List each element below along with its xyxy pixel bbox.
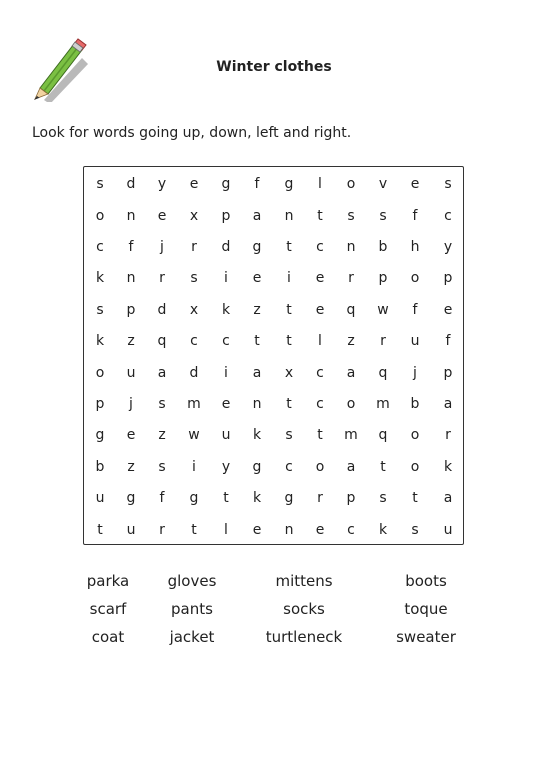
grid-letter[interactable]: q — [378, 427, 388, 443]
grid-letter[interactable]: t — [317, 427, 323, 443]
grid-letter[interactable]: b — [95, 459, 105, 475]
grid-letter[interactable]: d — [126, 176, 136, 192]
grid-letter[interactable]: x — [284, 365, 294, 381]
grid-row — [84, 331, 463, 351]
grid-letter[interactable]: z — [158, 427, 166, 443]
grid-letter[interactable]: i — [224, 270, 228, 286]
grid-letter[interactable]: s — [96, 176, 104, 192]
grid-letter[interactable]: a — [252, 208, 262, 224]
grid-letter[interactable]: o — [315, 459, 325, 475]
grid-row — [84, 425, 463, 445]
grid-row — [84, 394, 463, 414]
grid-row — [84, 268, 463, 288]
grid-letter[interactable]: c — [316, 239, 324, 255]
grid-letter[interactable]: l — [224, 522, 228, 538]
grid-letter[interactable]: o — [346, 176, 356, 192]
grid-letter[interactable]: p — [443, 365, 453, 381]
grid-letter[interactable]: h — [410, 239, 420, 255]
grid-letter[interactable]: t — [286, 302, 292, 318]
grid-letter[interactable]: g — [221, 176, 231, 192]
grid-letter[interactable]: c — [222, 333, 230, 349]
grid-row — [84, 363, 463, 383]
grid-letter[interactable]: w — [188, 427, 200, 443]
grid-letter[interactable]: e — [126, 427, 136, 443]
grid-letter[interactable]: s — [190, 270, 198, 286]
grid-letter[interactable]: d — [189, 365, 199, 381]
word-item: pants — [171, 600, 213, 618]
grid-letter[interactable]: d — [157, 302, 167, 318]
word-item: jacket — [169, 628, 215, 646]
grid-letter[interactable]: t — [97, 522, 103, 538]
word-item: mittens — [275, 572, 333, 590]
grid-letter[interactable]: n — [284, 208, 294, 224]
grid-letter[interactable]: s — [158, 396, 166, 412]
grid-letter[interactable]: g — [284, 176, 294, 192]
grid-letter[interactable]: a — [252, 365, 262, 381]
grid-letter[interactable]: t — [286, 333, 292, 349]
grid-letter[interactable]: t — [286, 396, 292, 412]
grid-letter[interactable]: u — [410, 333, 420, 349]
grid-letter[interactable]: d — [221, 239, 231, 255]
word-item: parka — [86, 572, 130, 590]
grid-letter[interactable]: y — [157, 176, 167, 192]
grid-letter[interactable]: f — [412, 208, 418, 224]
grid-letter[interactable]: x — [189, 302, 199, 318]
grid-letter[interactable]: c — [285, 459, 293, 475]
grid-letter[interactable]: j — [129, 396, 133, 412]
grid-letter[interactable]: u — [126, 365, 136, 381]
grid-letter[interactable]: e — [315, 302, 325, 318]
grid-letter[interactable]: g — [284, 490, 294, 506]
grid-letter[interactable]: m — [344, 427, 358, 443]
grid-letter[interactable]: p — [346, 490, 356, 506]
grid-letter[interactable]: e — [410, 176, 420, 192]
grid-letter[interactable]: f — [128, 239, 134, 255]
grid-letter[interactable]: f — [445, 333, 451, 349]
grid-letter[interactable]: a — [346, 365, 356, 381]
grid-letter[interactable]: k — [252, 490, 262, 506]
grid-letter[interactable]: o — [410, 459, 420, 475]
grid-letter[interactable]: a — [443, 490, 453, 506]
grid-letter[interactable]: s — [347, 208, 355, 224]
grid-letter[interactable]: r — [380, 333, 386, 349]
grid-letter[interactable]: c — [444, 208, 452, 224]
grid-letter[interactable]: z — [127, 333, 135, 349]
grid-letter[interactable]: e — [157, 208, 167, 224]
grid-letter[interactable]: r — [445, 427, 451, 443]
grid-letter[interactable]: z — [127, 459, 135, 475]
grid-letter[interactable]: e — [252, 270, 262, 286]
grid-letter[interactable]: n — [284, 522, 294, 538]
grid-letter[interactable]: f — [254, 176, 260, 192]
grid-letter[interactable]: a — [346, 459, 356, 475]
grid-letter[interactable]: s — [96, 302, 104, 318]
grid-letter[interactable]: q — [157, 333, 167, 349]
grid-letter[interactable]: p — [378, 270, 388, 286]
grid-letter[interactable]: g — [126, 490, 136, 506]
grid-letter[interactable]: z — [347, 333, 355, 349]
word-item: turtleneck — [265, 628, 343, 646]
grid-row — [84, 457, 463, 477]
grid-row — [84, 237, 463, 257]
instructions: Look for words going up, down, left and right. — [32, 125, 352, 141]
grid-letter[interactable]: e — [315, 522, 325, 538]
grid-letter[interactable]: c — [316, 365, 324, 381]
grid-letter[interactable]: v — [378, 176, 388, 192]
grid-row — [84, 300, 463, 320]
grid-letter[interactable]: e — [252, 522, 262, 538]
grid-letter[interactable]: o — [95, 208, 105, 224]
grid-letter[interactable]: x — [189, 208, 199, 224]
grid-letter[interactable]: r — [317, 490, 323, 506]
grid-letter[interactable]: o — [410, 427, 420, 443]
grid-row — [84, 206, 463, 226]
grid-row — [84, 488, 463, 508]
grid-letter[interactable]: t — [223, 490, 229, 506]
grid-letter[interactable]: t — [317, 208, 323, 224]
grid-letter[interactable]: e — [443, 302, 453, 318]
grid-letter[interactable]: n — [252, 396, 262, 412]
grid-letter[interactable]: i — [224, 365, 228, 381]
grid-letter[interactable]: t — [254, 333, 260, 349]
word-item: scarf — [89, 600, 127, 618]
grid-letter[interactable]: u — [443, 522, 453, 538]
word-item: socks — [283, 600, 325, 618]
grid-letter[interactable]: o — [346, 396, 356, 412]
grid-letter[interactable]: s — [379, 208, 387, 224]
grid-letter[interactable]: r — [191, 239, 197, 255]
grid-letter[interactable]: o — [410, 270, 420, 286]
grid-letter[interactable]: r — [348, 270, 354, 286]
grid-letter[interactable]: t — [286, 239, 292, 255]
grid-letter[interactable]: c — [347, 522, 355, 538]
word-item: toque — [404, 600, 448, 618]
grid-letter[interactable]: e — [221, 396, 231, 412]
grid-letter[interactable]: k — [95, 270, 105, 286]
grid-letter[interactable]: l — [318, 333, 322, 349]
grid-letter[interactable]: n — [346, 239, 356, 255]
grid-letter[interactable]: a — [157, 365, 167, 381]
grid-letter[interactable]: w — [377, 302, 389, 318]
grid-letter[interactable]: y — [221, 459, 231, 475]
grid-letter[interactable]: f — [159, 490, 165, 506]
word-search-grid — [83, 166, 464, 545]
grid-letter[interactable]: q — [378, 365, 388, 381]
grid-letter[interactable]: r — [159, 270, 165, 286]
grid-letter[interactable]: m — [376, 396, 390, 412]
grid-letter[interactable]: p — [95, 396, 105, 412]
grid-letter[interactable]: n — [126, 208, 136, 224]
word-item: gloves — [167, 572, 217, 590]
grid-letter[interactable]: k — [443, 459, 453, 475]
grid-letter[interactable]: n — [126, 270, 136, 286]
grid-row — [84, 520, 463, 540]
grid-letter[interactable]: i — [192, 459, 196, 475]
grid-letter[interactable]: u — [126, 522, 136, 538]
grid-letter[interactable]: g — [252, 239, 262, 255]
grid-letter[interactable]: t — [380, 459, 386, 475]
grid-letter[interactable]: e — [189, 176, 199, 192]
grid-letter[interactable]: j — [413, 365, 417, 381]
page-title: Winter clothes — [216, 59, 332, 75]
grid-letter[interactable]: o — [95, 365, 105, 381]
grid-letter[interactable]: p — [126, 302, 136, 318]
word-item: coat — [91, 628, 125, 646]
grid-row — [84, 174, 463, 194]
grid-letter[interactable]: k — [221, 302, 231, 318]
grid-letter[interactable]: k — [95, 333, 105, 349]
grid-letter[interactable]: l — [318, 176, 322, 192]
grid-letter[interactable]: g — [252, 459, 262, 475]
grid-letter[interactable]: m — [187, 396, 201, 412]
word-item: boots — [405, 572, 447, 590]
grid-letter[interactable]: c — [316, 396, 324, 412]
grid-letter[interactable]: s — [379, 490, 387, 506]
grid-letter[interactable]: u — [221, 427, 231, 443]
grid-letter[interactable]: q — [346, 302, 356, 318]
grid-letter[interactable]: s — [411, 522, 419, 538]
grid-letter[interactable]: t — [191, 522, 197, 538]
grid-letter[interactable]: a — [443, 396, 453, 412]
grid-letter[interactable]: e — [315, 270, 325, 286]
grid-letter[interactable]: b — [410, 396, 420, 412]
grid-letter[interactable]: c — [190, 333, 198, 349]
grid-letter[interactable]: f — [412, 302, 418, 318]
grid-letter[interactable]: b — [378, 239, 388, 255]
grid-letter[interactable]: p — [443, 270, 453, 286]
word-item: sweater — [396, 628, 456, 646]
grid-letter[interactable]: k — [252, 427, 262, 443]
grid-letter[interactable]: g — [95, 427, 105, 443]
grid-letter[interactable]: u — [95, 490, 105, 506]
grid-letter[interactable]: g — [189, 490, 199, 506]
grid-letter[interactable]: i — [287, 270, 291, 286]
grid-letter[interactable]: c — [96, 239, 104, 255]
grid-letter[interactable]: k — [378, 522, 388, 538]
grid-letter[interactable]: z — [253, 302, 261, 318]
grid-letter[interactable]: j — [160, 239, 164, 255]
grid-letter[interactable]: s — [285, 427, 293, 443]
grid-letter[interactable]: p — [221, 208, 231, 224]
grid-letter[interactable]: t — [412, 490, 418, 506]
grid-letter[interactable]: r — [159, 522, 165, 538]
grid-letter[interactable]: y — [443, 239, 453, 255]
grid-letter[interactable]: s — [158, 459, 166, 475]
grid-letter[interactable]: s — [444, 176, 452, 192]
